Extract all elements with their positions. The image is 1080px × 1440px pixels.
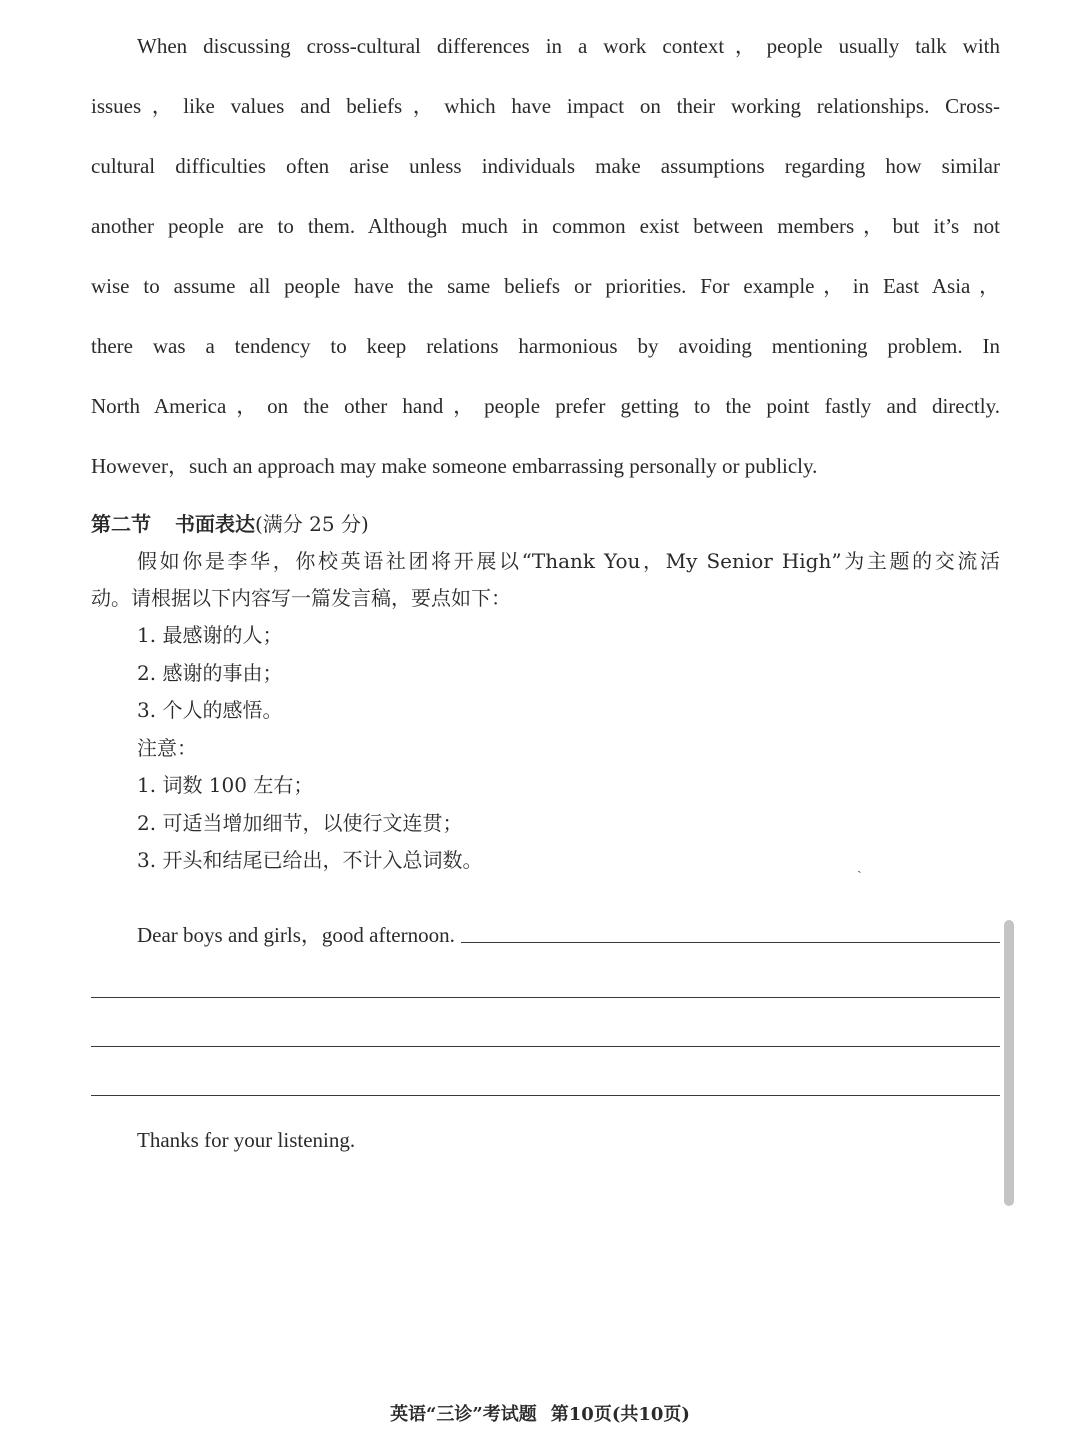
passage-line: issues，like values and beliefs，which have impact on their working relationships. Cross- xyxy=(91,94,1000,118)
note-item: 1. 词数 100 左右； xyxy=(137,773,314,797)
closing-sentence: Thanks for your listening. xyxy=(137,1128,356,1152)
instruction-text: 假如你是李华，你校英语社团将开展以“Thank You，My Senior High”为主题的交流活 xyxy=(137,549,1000,573)
answer-line[interactable] xyxy=(91,998,1000,1047)
passage-line: wise to assume all people have the same beliefs or priorities. For example，in East Asia， xyxy=(91,274,1000,298)
answer-line[interactable] xyxy=(91,1047,1000,1096)
instruction-text: 动。请根据以下内容写一篇发言稿，要点如下： xyxy=(91,586,511,610)
section-score: (满分 25 分) xyxy=(255,512,369,536)
passage-line: another people are to them. Although much in common exist between members，but it’s not xyxy=(91,214,1000,238)
note-item: 2. 可适当增加细节，以使行文连贯； xyxy=(137,810,463,835)
stray-mark: ˏ xyxy=(857,858,862,874)
section-name: 书面表达 xyxy=(175,512,255,536)
opening-sentence: Dear boys and girls，good afternoon. xyxy=(137,923,455,947)
reading-passage xyxy=(91,26,1000,506)
opening-row xyxy=(91,915,1000,949)
answer-line[interactable] xyxy=(91,949,1000,998)
notes-label: 注意： xyxy=(137,735,197,760)
footer-page-number: 第10页(共10页) xyxy=(550,1404,690,1425)
passage-line: However，such an approach may make someone embarrassing personally or publicly. xyxy=(91,454,818,478)
note-item: 3. 开头和结尾已给出，不计入总词数。 xyxy=(137,848,483,872)
point-item: 2. 感谢的事由； xyxy=(137,660,283,685)
footer-subject: 英语“三诊”考试题 xyxy=(390,1404,537,1425)
writing-section xyxy=(91,505,1000,880)
point-item: 3. 个人的感悟。 xyxy=(137,698,283,722)
passage-line: When discussing cross-cultural differences in a work context，people usually talk with xyxy=(137,34,1000,58)
page-footer xyxy=(0,1400,1080,1430)
passage-line: North America，on the other hand，people prefer getting to the point fastly and directly. xyxy=(91,394,1000,418)
section-number: 第二节 xyxy=(91,512,151,536)
answer-area xyxy=(91,915,1000,1160)
scrollbar-thumb[interactable] xyxy=(1004,920,1014,1206)
section-title xyxy=(91,505,1000,543)
passage-line: there was a tendency to keep relations harmonious by avoiding mentioning problem. In xyxy=(91,334,1000,358)
answer-blank[interactable] xyxy=(461,942,1000,943)
passage-line: cultural difficulties often arise unless individuals make assumptions regarding how similar xyxy=(91,154,1000,178)
point-item: 1. 最感谢的人； xyxy=(137,623,283,647)
